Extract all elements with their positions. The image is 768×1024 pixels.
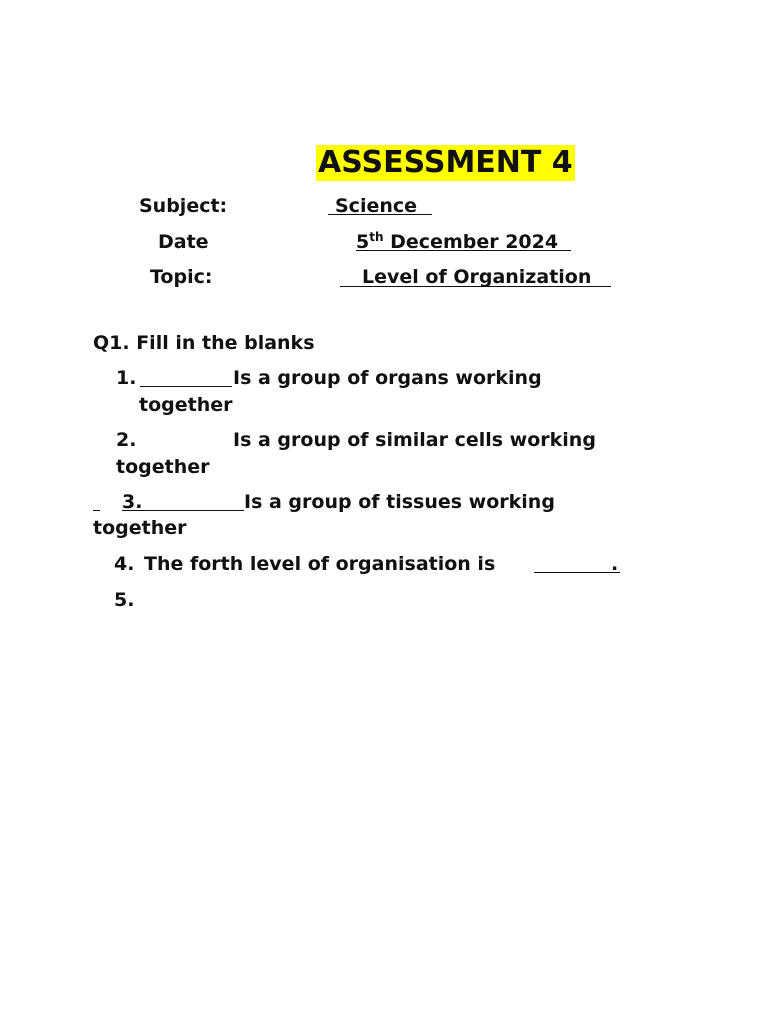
item-1-blank xyxy=(140,386,232,387)
item-5-number: 5. xyxy=(114,589,135,611)
subject-underline xyxy=(328,214,432,215)
date-label: Date xyxy=(158,231,209,253)
item-1-continuation: together xyxy=(139,394,233,416)
topic-value: Level of Organization xyxy=(362,266,592,288)
item-2-continuation: together xyxy=(116,456,210,478)
date-underline xyxy=(356,250,571,251)
item-3-blank xyxy=(122,510,244,511)
date-day: 5 xyxy=(356,231,370,253)
subject-label: Subject: xyxy=(139,195,228,217)
item-4-text: The forth level of organisation is xyxy=(144,553,496,575)
item-4-end: . xyxy=(611,553,619,575)
item-1-number: 1. xyxy=(116,367,137,389)
item-3-continuation: together xyxy=(93,517,187,539)
item-4-blank xyxy=(534,572,620,573)
item-3-text: Is a group of tissues working xyxy=(244,491,555,513)
item-4-number: 4. xyxy=(114,553,135,575)
item-2-text: Is a group of similar cells working xyxy=(233,429,596,451)
item-2-number: 2. xyxy=(116,429,137,451)
date-rest: December 2024 xyxy=(390,231,559,253)
item-3-leading-mark xyxy=(93,510,100,511)
item-1-text: Is a group of organs working xyxy=(233,367,542,389)
assessment-title: ASSESSMENT 4 xyxy=(318,145,573,180)
question-heading: Q1. Fill in the blanks xyxy=(93,332,315,354)
date-day-suffix: th xyxy=(369,230,384,244)
topic-label: Topic: xyxy=(150,266,213,288)
subject-value: Science xyxy=(335,195,418,217)
item-3-number: 3. xyxy=(122,491,143,513)
topic-underline xyxy=(340,286,611,287)
